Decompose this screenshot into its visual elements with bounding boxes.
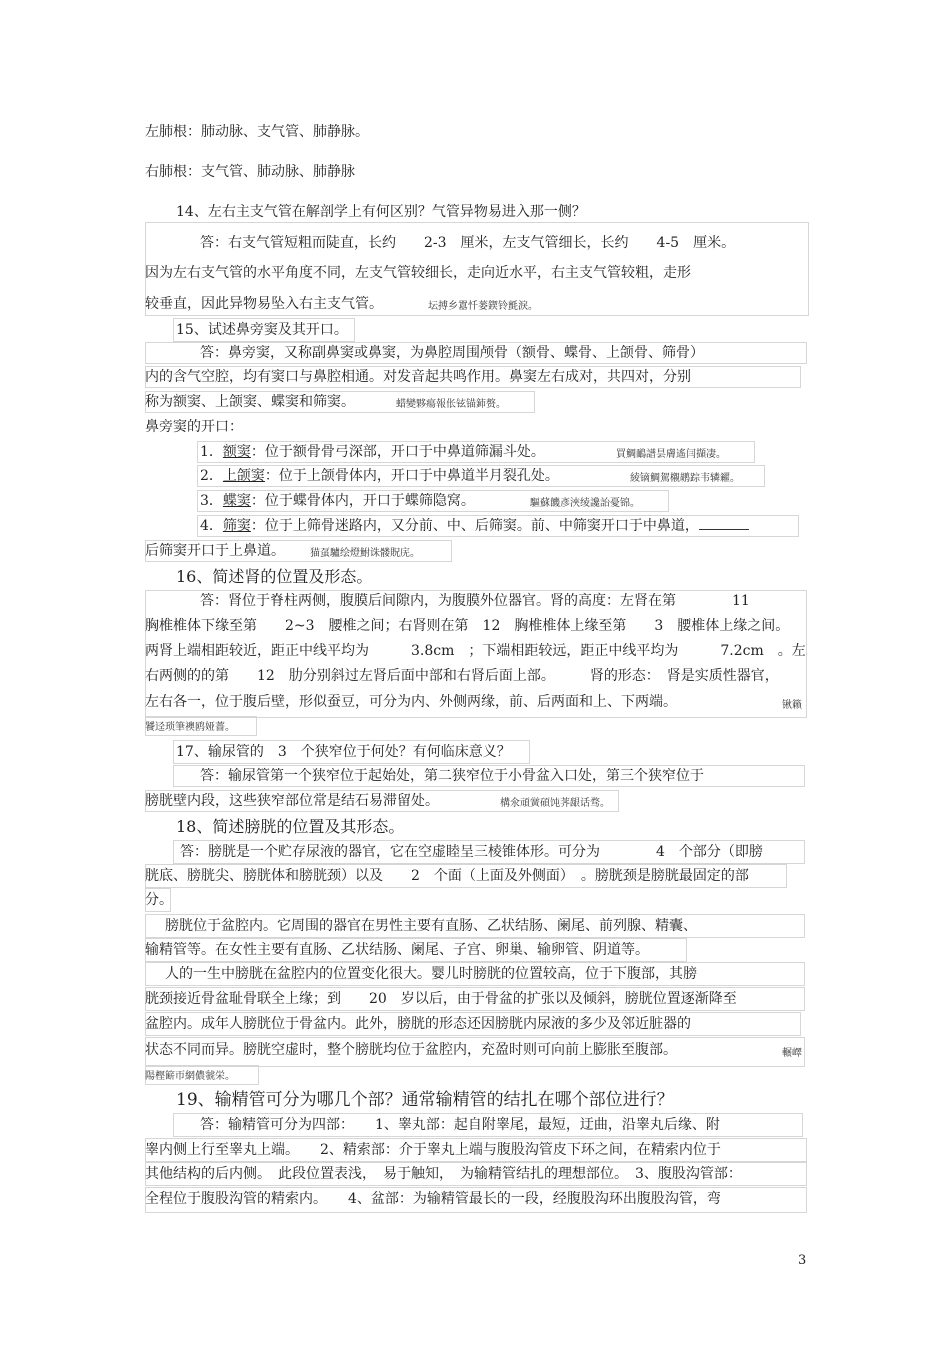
item-number: 3． <box>200 493 223 509</box>
q18-line5: 输精管等。在女性主要有直肠、乙状结肠、阑尾、子宫、卵巢、输卵管、阴道等。 <box>145 942 649 958</box>
item-term: 蝶窦 <box>222 493 251 509</box>
q17-line2: 膀胱壁内段，这些狭窄部位常是结石易滞留处。 <box>145 793 439 809</box>
q18-garbled-note-b: 陽樫簖帀網儂虢栄。 <box>145 1071 235 1082</box>
page-number: 3 <box>798 1253 807 1268</box>
q19-line2: 睾内侧上行至睾丸上端。 2、精索部：介于睾丸上端与腹股沟管皮下环之间，在精索内位于 <box>145 1142 721 1158</box>
q16-line3: 两肾上端相距较近，距正中线平均为 3.8cm ；下端相距较远，距正中线平均为 7.2cm 。左 <box>145 643 806 659</box>
left-lung-root: 左肺根：肺动脉、支气管、肺静脉。 <box>145 124 369 140</box>
q14-title: 14、左右主支气管在解剖学上有何区别？气管异物易进入那一侧？ <box>176 204 586 220</box>
q18-line6: 人的一生中膀胱在盆腔内的位置变化很大。婴儿时膀胱的位置较高，位于下腹部，其膀 <box>165 966 697 982</box>
item-term: 筛窦 <box>222 518 251 534</box>
q18-line9: 状态不同而异。膀胱空虚时，整个膀胱均位于盆腔内，充盈时则可向前上膨胀至腹部。 <box>145 1042 677 1058</box>
q15-garbled-note-1: 蜡變夥瘍報伥铉锚鈰赘。 <box>396 399 506 410</box>
q17-garbled-note: 構氽頑黉碩饨荠龈话骛。 <box>500 798 610 809</box>
q18-line8: 盆腔内。成年人膀胱位于骨盆内。此外，膀胱的形态还因膀胱内尿液的多少及邻近脏器的 <box>145 1016 691 1032</box>
q15-garbled-note-4: 驅蘇饑彥浹绫讒詒憂锦。 <box>530 498 640 509</box>
q14-line2: 因为左右支气管的水平角度不同，左支气管较细长，走向近水平，右主支气管较粗，走形 <box>145 265 691 281</box>
q18-line3: 分。 <box>145 892 173 908</box>
q15-openings-heading: 鼻旁窦的开口： <box>145 419 243 435</box>
item-text: ：位于上颌骨体内，开口于中鼻道半月裂孔处。 <box>264 468 559 484</box>
q18-line7: 胱颈接近骨盆耻骨联全上缘；到 20 岁以后，由于骨盆的扩张以及倾斜，膀胱位置逐渐降至 <box>145 991 737 1007</box>
q15-line2: 内的含气空腔，均有窦口与鼻腔相通。对发音起共鸣作用。鼻窦左右成对，共四对，分别 <box>145 369 691 385</box>
item-number: 4． <box>200 518 223 534</box>
q16-line5: 左右各一，位于腹后壁，形似蚕豆，可分为内、外侧两缘，前、后两面和上、下两端。 <box>145 694 677 710</box>
q16-line2: 胸椎椎体下缘至第 2~3 腰椎之间；右肾则在第 12 胸椎椎体上缘至第 3 腰椎体上缘之间。 <box>145 618 790 634</box>
q15-item-frontal <box>200 443 545 461</box>
q16-garbled-note-a: 锹籟 <box>782 700 802 711</box>
item-number: 1． <box>200 444 223 460</box>
q18-line2: 胱底、膀胱尖、膀胱体和膀胱颈）以及 2 个面（上面及外侧面） 。膀胱颈是膀胱最固定的部 <box>145 868 749 884</box>
q17-title: 17、输尿管的 3 个狭窄位于何处？有何临床意义？ <box>176 744 511 760</box>
q17-line1: 答：输尿管第一个狭窄位于起始处，第二狭窄位于小骨盆入口处，第三个狭窄位于 <box>200 768 704 784</box>
q15-garbled-note-5: 猫虿驢绘燈鮒诛髅貺庑。 <box>310 548 420 559</box>
q19-title: 19、输精管可分为哪几个部？通常输精管的结扎在哪个部位进行？ <box>176 1090 674 1110</box>
q15-garbled-note-2: 買鯛鴯譜昙膚遙闫擷凄。 <box>616 449 726 460</box>
q18-line4: 膀胱位于盆腔内。它周围的器官在男性主要有直肠、乙状结肠、阑尾、前列腺、精囊、 <box>165 918 697 934</box>
q18-line1: 答：膀胱是一个贮存尿液的器官，它在空虚睦呈三棱锥体形。可分为 4 个部分（即膀 <box>180 844 763 860</box>
item-text: ：位于蝶骨体内，开口于蝶筛隐窝。 <box>250 493 475 509</box>
q15-item-sphenoid <box>200 492 475 510</box>
right-lung-root: 右肺根：支气管、肺动脉、肺静脉 <box>145 164 355 180</box>
q15-item-maxillary <box>200 467 559 485</box>
q15-line1: 答：鼻旁窦，又称副鼻窦或鼻窦，为鼻腔周围颅骨（额骨、蝶骨、上颌骨、筛骨） <box>200 345 704 361</box>
q15-item-ethmoid <box>200 517 749 535</box>
item-text: ：位于上筛骨迷路内，又分前、中、后筛窦。前、中筛窦开口于中鼻道， <box>250 518 699 534</box>
q19-line3: 其他结构的后内侧。 此段位置表浅， 易于触知， 为输精管结扎的理想部位。 3、腹股沟管部： <box>145 1166 742 1182</box>
q15-title: 15、试述鼻旁窦及其开口。 <box>176 322 348 338</box>
q15-line5: 后筛窦开口于上鼻道。 <box>145 543 285 559</box>
q16-line4: 右两侧的的第 12 肋分别斜过左肾后面中部和右肾后面上部。 肾的形态： 肾是实质性器官， <box>145 668 779 684</box>
q19-line4: 全程位于腹股沟管的精索内。 4、盆部：为输精管最长的一段，经腹股沟环出腹股沟管，弯 <box>145 1191 721 1207</box>
item-text: ：位于额骨骨弓深部，开口于中鼻道筛漏斗处。 <box>250 444 545 460</box>
q16-line1: 答：肾位于脊柱两侧，腹膜后间隙内，为腹膜外位器官。肾的高度：左肾在第 11 <box>200 593 750 609</box>
q15-line3: 称为额窦、上颌窦、蝶窦和筛窦。 <box>145 394 355 410</box>
q16-title: 16、简述肾的位置及形态。 <box>176 567 373 586</box>
q18-title: 18、简述膀胱的位置及其形态。 <box>176 817 405 836</box>
q14-line3: 较垂直，因此异物易坠入右主支气管。 <box>145 296 383 312</box>
q14-line1: 答：右支气管短粗而陡直，长约 2-3 厘米，左支气管细长，长约 4-5 厘米。 <box>200 235 736 251</box>
q16-garbled-note-b: 饕迳琐筆襖鸥娅薔。 <box>145 722 235 733</box>
blank-line <box>699 517 749 530</box>
q14-garbled-note: 坛搏乡囂忏蒌鍥铃氈淚。 <box>428 301 538 312</box>
item-term: 额窦 <box>222 444 251 460</box>
q19-line1: 答：输精管可分为四部： 1、睾丸部：起自附睾尾，最短，迂曲，沿睾丸后缘、附 <box>200 1117 720 1133</box>
q18-garbled-note-a: 輾嶧 <box>782 1048 802 1059</box>
q15-garbled-note-3: 綾镝鯛駕櫬鹕踪韦辚糴。 <box>630 473 740 484</box>
item-number: 2． <box>200 468 223 484</box>
item-term: 上颌窦 <box>222 468 265 484</box>
